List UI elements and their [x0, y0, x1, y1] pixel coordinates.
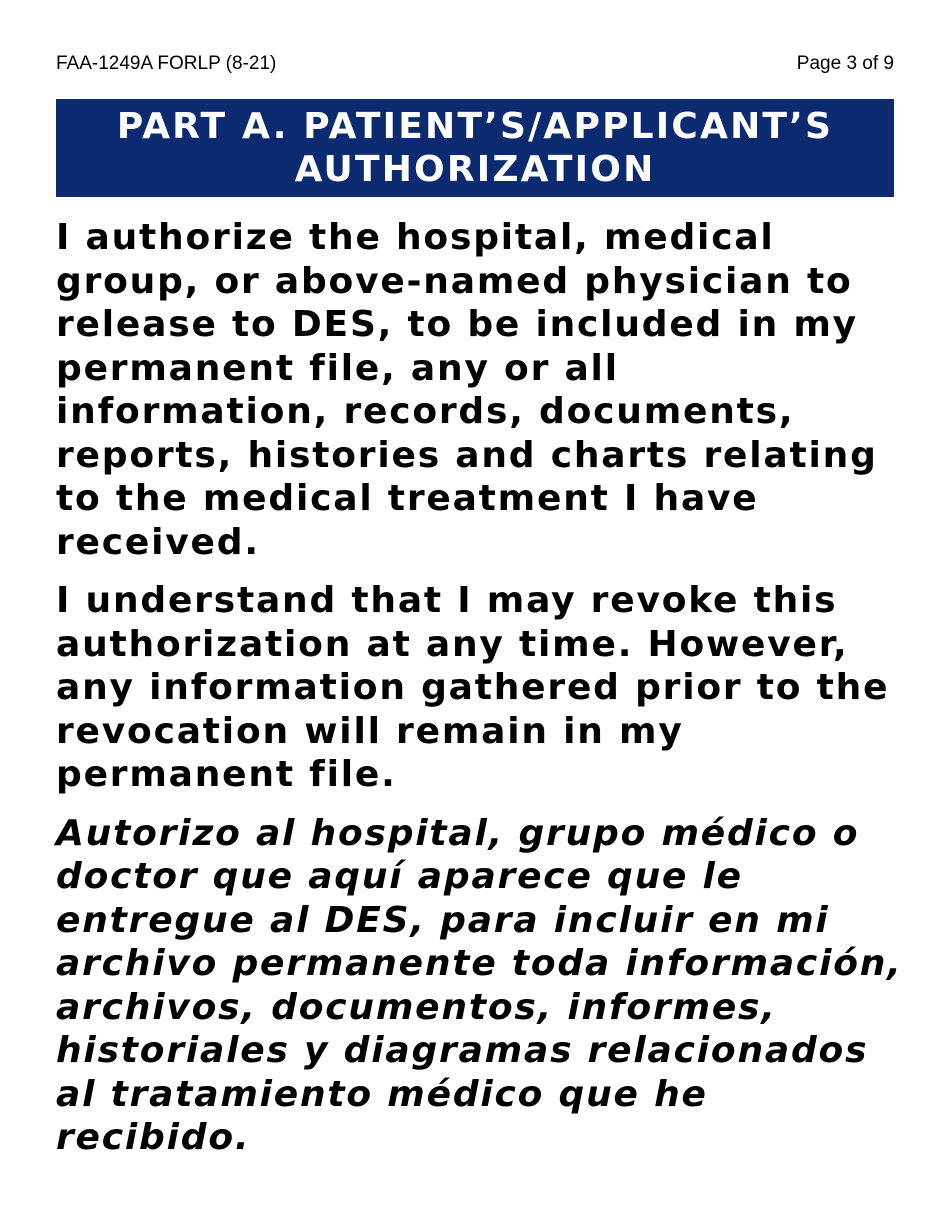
page-number: Page 3 of 9: [796, 53, 894, 74]
part-a-banner: [56, 99, 894, 197]
page-header: [56, 52, 894, 76]
form-identifier: FAA-1249A FORLP (8-21): [56, 53, 277, 74]
spanish-authorization-paragraph: Autorizo al hospital, grupo médico o doctor que aquí aparece que le entregue al DES, para incluir en mi archivo permanente toda información, archivos, documentos, informes, historiales y diagramas relacionados al tratamiento médico que he recibido.: [56, 812, 903, 1158]
part-a-content: [56, 216, 906, 1175]
part-a-title: PART A. PATIENT’S/APPLICANT’S AUTHORIZATION: [116, 106, 834, 190]
revocation-paragraph: I understand that I may revoke this authorization at any time. However, any information gathered prior to the revocation will remain in my permanent file.: [56, 580, 890, 795]
authorization-paragraph: I authorize the hospital, medical group, or above-named physician to release to DES, to be included in my permanent file, any or all information, records, documents, reports, histories and charts relating to the medical treatment I have received.: [56, 217, 878, 563]
